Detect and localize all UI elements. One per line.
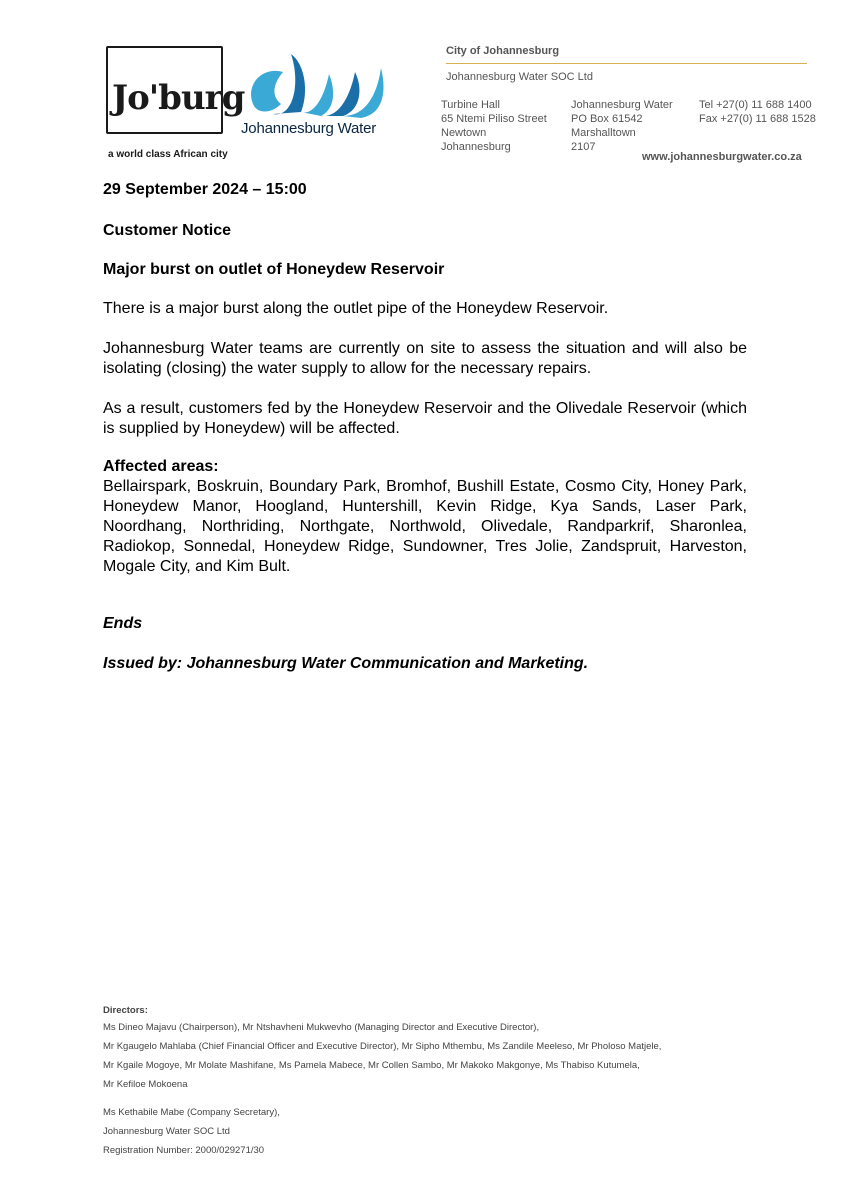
notice-type: Customer Notice bbox=[103, 222, 232, 239]
address-line: PO Box 61542 bbox=[571, 113, 643, 125]
contact-numbers bbox=[699, 98, 816, 126]
notice-paragraph: There is a major burst along the outlet pipe of the Honeydew Reservoir. bbox=[103, 300, 609, 317]
notice-paragraph: As a result, customers fed by the Honeydew Reservoir and the Olivedale Reservoir (which is supplied by Honeydew) will be affected. bbox=[103, 400, 747, 437]
company-name: Johannesburg Water SOC Ltd bbox=[103, 1126, 230, 1137]
company-info bbox=[103, 1103, 280, 1160]
directors-line: Ms Dineo Majavu (Chairperson), Mr Ntshavheni Mukwevho (Managing Director and Executive Director), bbox=[103, 1022, 540, 1033]
johannesburg-water-logo-text: Johannesburg Water bbox=[241, 120, 377, 137]
header-divider bbox=[446, 63, 807, 64]
directors-label: Directors: bbox=[103, 1005, 148, 1016]
address-line: Johannesburg Water bbox=[571, 99, 673, 111]
address-line: Johannesburg bbox=[441, 141, 511, 153]
affected-areas-label: Affected areas: bbox=[103, 458, 219, 475]
notice-ends: Ends bbox=[103, 615, 143, 632]
joburg-logo-text: Jo'burg bbox=[112, 78, 245, 118]
physical-address bbox=[441, 98, 547, 154]
fax: Fax +27(0) 11 688 1528 bbox=[699, 113, 816, 125]
postal-address bbox=[571, 98, 673, 154]
directors-list bbox=[103, 1018, 661, 1094]
notice-headline: Major burst on outlet of Honeydew Reservoir bbox=[103, 261, 445, 278]
telephone: Tel +27(0) 11 688 1400 bbox=[699, 99, 812, 111]
address-line: 2107 bbox=[571, 141, 596, 153]
directors-line: Mr Kgaile Mogoye, Mr Molate Mashifane, Ms Pamela Mabece, Mr Collen Sambo, Mr Makoko Makgonye, Ms Thabiso Kutumela, bbox=[103, 1060, 640, 1071]
johannesburg-water-logo-icon bbox=[243, 44, 391, 120]
address-line: 65 Ntemi Piliso Street bbox=[441, 113, 547, 125]
affected-areas-list: Bellairspark, Boskruin, Boundary Park, Bromhof, Bushill Estate, Cosmo City, Honey Park, Honeydew Manor, Hoogland, Huntershill, Kevin Ridge, Kya Sands, Laser Park, Noordhang, Northriding, Northgate, Northwold, Olivedale, Randparkrif, Sharonlea, Radiokop, Sonnedal, Honeydew Ridge, Sundowner, Tres Jolie, Zandspruit, Harveston, Mogale City, and Kim Bult. bbox=[103, 478, 747, 575]
registration-number: Registration Number: 2000/029271/30 bbox=[103, 1145, 265, 1156]
directors-line: Mr Kefiloe Mokoena bbox=[103, 1079, 188, 1090]
directors-line: Mr Kgaugelo Mahlaba (Chief Financial Officer and Executive Director), Mr Sipho Mthembu, Ms Zandile Meeleso, Mr Pholoso Matjele, bbox=[103, 1041, 662, 1052]
address-line: Newtown bbox=[441, 127, 487, 139]
website-link[interactable]: www.johannesburgwater.co.za bbox=[642, 151, 802, 163]
notice-datetime: 29 September 2024 – 15:00 bbox=[103, 181, 307, 198]
notice-paragraph: Johannesburg Water teams are currently on site to assess the situation and will also be isolating (closing) the water supply to allow for the necessary repairs. bbox=[103, 340, 747, 377]
address-line: Turbine Hall bbox=[441, 99, 500, 111]
header-company: Johannesburg Water SOC Ltd bbox=[446, 71, 593, 83]
joburg-tagline: a world class African city bbox=[108, 149, 228, 160]
company-secretary: Ms Kethabile Mabe (Company Secretary), bbox=[103, 1107, 280, 1118]
address-line: Marshalltown bbox=[571, 127, 636, 139]
header-city: City of Johannesburg bbox=[446, 45, 560, 57]
issued-by: Issued by: Johannesburg Water Communication and Marketing. bbox=[103, 655, 589, 672]
